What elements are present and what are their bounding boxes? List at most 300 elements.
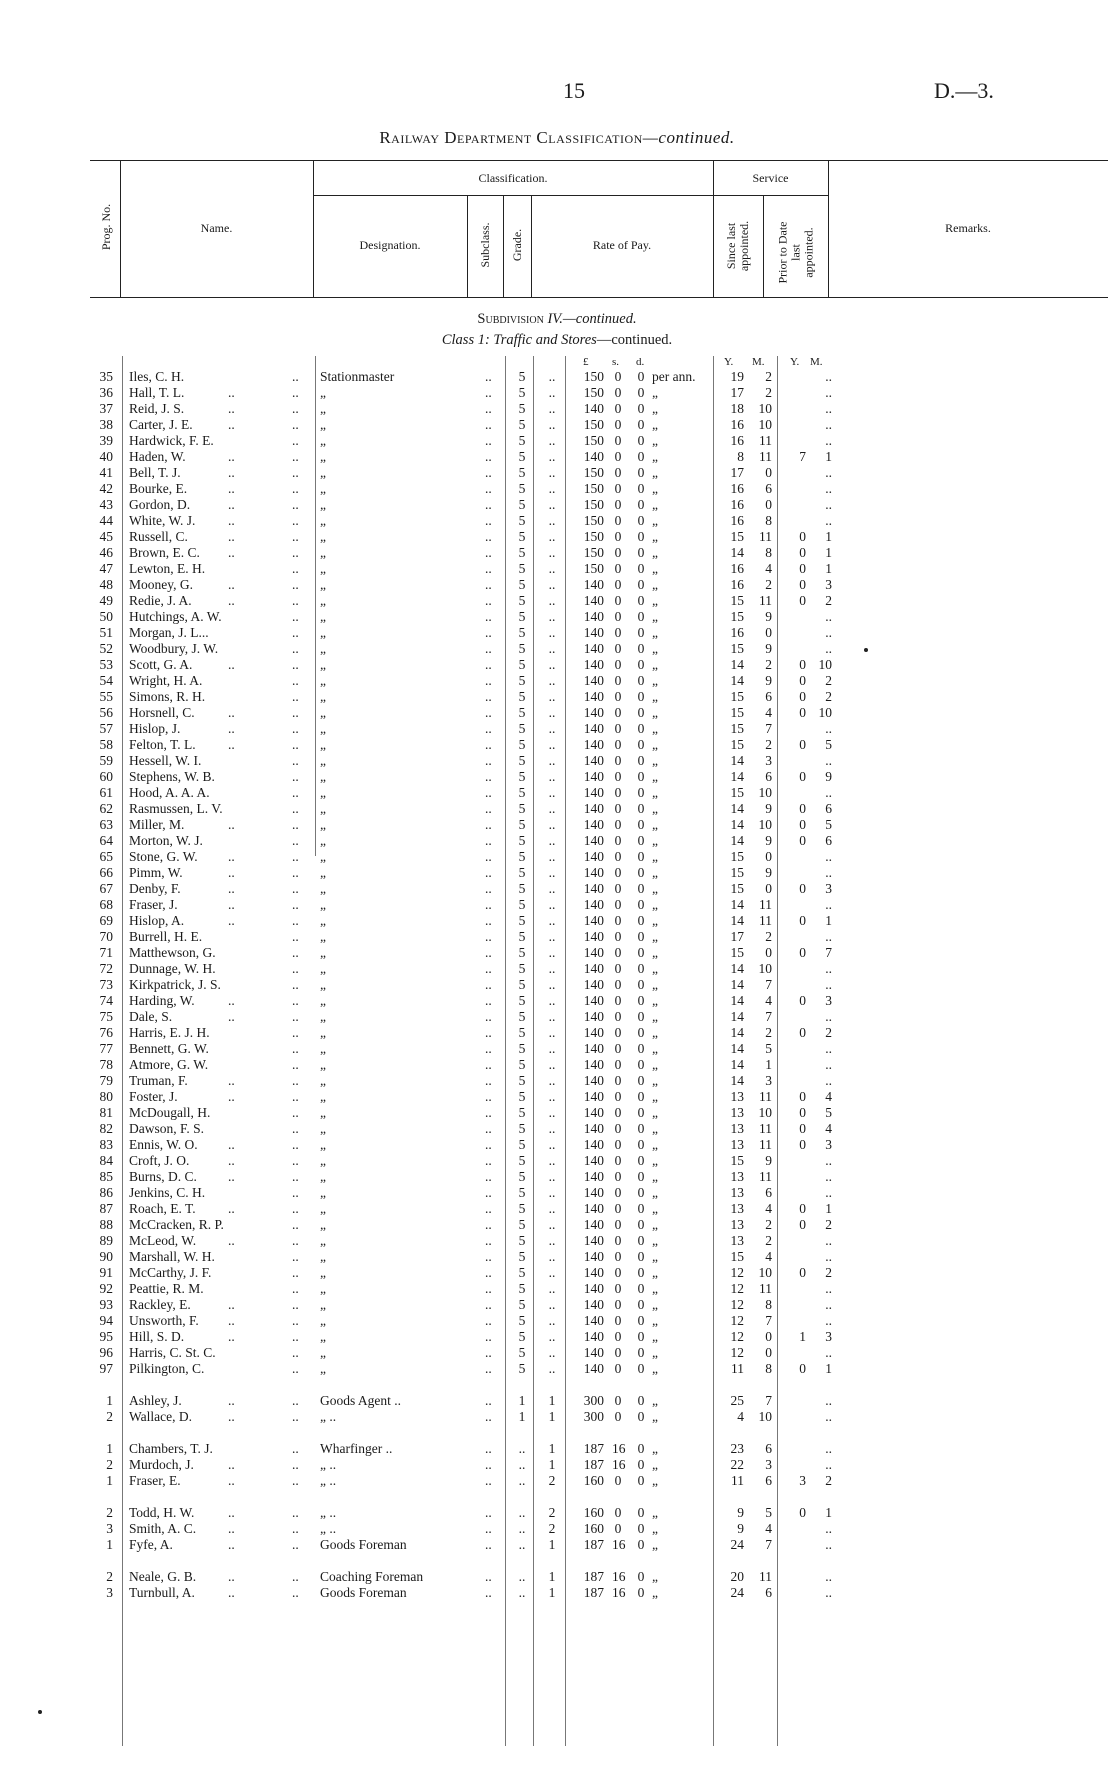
cell-p2: 0 bbox=[614, 865, 622, 880]
cell-pu: „ bbox=[652, 705, 658, 720]
cell-name: Ennis, W. O. bbox=[129, 1137, 198, 1152]
table-row bbox=[0, 1297, 1114, 1313]
cell-gd: .. bbox=[548, 849, 556, 864]
cell-pu: „ bbox=[652, 1073, 658, 1088]
cell-gd: .. bbox=[548, 865, 556, 880]
cell-sy: 16 bbox=[730, 481, 744, 496]
cell-p3: 0 bbox=[637, 753, 645, 768]
cell-pm: 9 bbox=[825, 769, 832, 784]
cell-pm: .. bbox=[825, 1457, 832, 1472]
cell-sub: 5 bbox=[518, 1249, 526, 1264]
cell-p2: 0 bbox=[614, 1073, 622, 1088]
cell-p3: 0 bbox=[637, 497, 645, 512]
cell-sm: 3 bbox=[765, 1073, 772, 1088]
cell-d2: .. bbox=[485, 1521, 492, 1536]
cell-no: 66 bbox=[99, 865, 113, 880]
cell-p3: 0 bbox=[637, 545, 645, 560]
cell-p3: 0 bbox=[637, 929, 645, 944]
cell-name-leader: .. bbox=[228, 1201, 235, 1216]
unit-pence: d. bbox=[636, 356, 645, 368]
cell-desig: Goods Foreman bbox=[320, 1537, 407, 1552]
cell-sm: 6 bbox=[765, 1585, 772, 1600]
cell-gd: .. bbox=[548, 1057, 556, 1072]
table-row bbox=[0, 1137, 1114, 1153]
cell-sub: 5 bbox=[518, 449, 526, 464]
table-row bbox=[0, 1153, 1114, 1169]
cell-name: Lewton, E. H. bbox=[129, 561, 206, 576]
cell-name: Smith, A. C. bbox=[129, 1521, 197, 1536]
cell-sub: 5 bbox=[518, 833, 526, 848]
cell-desig: „ bbox=[320, 1137, 326, 1152]
cell-d2: .. bbox=[485, 529, 492, 544]
unit-months-since: M. bbox=[752, 356, 765, 368]
cell-pu: „ bbox=[652, 465, 658, 480]
cell-pm: .. bbox=[825, 721, 832, 736]
table-row bbox=[0, 1185, 1114, 1201]
cell-desig: „ bbox=[320, 513, 326, 528]
cell-sm: 11 bbox=[759, 913, 772, 928]
cell-pm: 1 bbox=[825, 1505, 832, 1520]
cell-desig: „ bbox=[320, 1345, 326, 1360]
col-head-prog-no: Prog. No. bbox=[99, 203, 113, 251]
cell-pm: .. bbox=[825, 1537, 832, 1552]
cell-name: Denby, F. bbox=[129, 881, 181, 896]
cell-sub: 5 bbox=[518, 1073, 526, 1088]
cell-no: 95 bbox=[99, 1329, 113, 1344]
cell-no: 1 bbox=[106, 1441, 113, 1456]
cell-p2: 0 bbox=[614, 625, 622, 640]
cell-sy: 12 bbox=[730, 1313, 744, 1328]
cell-p1: 150 bbox=[583, 529, 604, 544]
table-row bbox=[0, 929, 1114, 945]
cell-d2: .. bbox=[485, 1441, 492, 1456]
cell-p1: 300 bbox=[583, 1409, 604, 1424]
cell-py: 0 bbox=[799, 1121, 806, 1136]
cell-p2: 0 bbox=[614, 897, 622, 912]
cell-pm: .. bbox=[825, 1057, 832, 1072]
cell-p2: 0 bbox=[614, 1361, 622, 1376]
cell-desig: „ bbox=[320, 801, 326, 816]
cell-name-leader: .. bbox=[228, 849, 235, 864]
cell-pm: .. bbox=[825, 1297, 832, 1312]
cell-no: 46 bbox=[99, 545, 113, 560]
cell-py: 0 bbox=[799, 833, 806, 848]
table-row bbox=[0, 961, 1114, 977]
cell-name: Rackley, E. bbox=[129, 1297, 191, 1312]
cell-pm: .. bbox=[825, 1521, 832, 1536]
table-row bbox=[0, 625, 1114, 641]
cell-d1: .. bbox=[292, 1153, 299, 1168]
cell-sm: 11 bbox=[759, 1089, 772, 1104]
cell-d2: .. bbox=[485, 881, 492, 896]
cell-p3: 0 bbox=[637, 641, 645, 656]
cell-gd: .. bbox=[548, 897, 556, 912]
cell-no: 44 bbox=[99, 513, 113, 528]
cell-desig: „ bbox=[320, 705, 326, 720]
cell-pu: „ bbox=[652, 673, 658, 688]
cell-no: 93 bbox=[99, 1297, 113, 1312]
cell-d1: .. bbox=[292, 673, 299, 688]
cell-p2: 0 bbox=[614, 433, 622, 448]
cell-p2: 0 bbox=[614, 545, 622, 560]
cell-sub: 5 bbox=[518, 945, 526, 960]
cell-d2: .. bbox=[485, 657, 492, 672]
cell-d1: .. bbox=[292, 1505, 299, 1520]
cell-pm: .. bbox=[825, 481, 832, 496]
table-row bbox=[0, 1025, 1114, 1041]
cell-sm: 8 bbox=[765, 1297, 772, 1312]
cell-d2: .. bbox=[485, 449, 492, 464]
cell-sy: 14 bbox=[730, 657, 744, 672]
cell-sy: 12 bbox=[730, 1345, 744, 1360]
cell-p1: 300 bbox=[583, 1393, 604, 1408]
cell-p2: 0 bbox=[614, 769, 622, 784]
cell-p2: 0 bbox=[614, 1297, 622, 1312]
cell-sy: 16 bbox=[730, 577, 744, 592]
cell-p2: 0 bbox=[614, 417, 622, 432]
cell-desig: „ bbox=[320, 593, 326, 608]
cell-sm: 6 bbox=[765, 1441, 772, 1456]
cell-pu: „ bbox=[652, 561, 658, 576]
table-row bbox=[0, 641, 1114, 657]
cell-pu: „ bbox=[652, 1105, 658, 1120]
cell-sub: 5 bbox=[518, 881, 526, 896]
cell-d1: .. bbox=[292, 1393, 299, 1408]
cell-pu: „ bbox=[652, 1249, 658, 1264]
cell-desig: „ bbox=[320, 417, 326, 432]
cell-sub: 5 bbox=[518, 865, 526, 880]
cell-p1: 150 bbox=[583, 417, 604, 432]
cell-d2: .. bbox=[485, 993, 492, 1008]
cell-p1: 160 bbox=[583, 1473, 604, 1488]
cell-pm: 3 bbox=[825, 993, 832, 1008]
cell-p1: 140 bbox=[583, 817, 604, 832]
cell-pu: „ bbox=[652, 1505, 658, 1520]
cell-py: 0 bbox=[799, 1201, 806, 1216]
cell-name: Neale, G. B. bbox=[129, 1569, 197, 1584]
cell-d2: .. bbox=[485, 865, 492, 880]
cell-gd: .. bbox=[548, 1313, 556, 1328]
cell-p3: 0 bbox=[637, 1217, 645, 1232]
cell-p2: 0 bbox=[614, 785, 622, 800]
cell-pu: „ bbox=[652, 433, 658, 448]
cell-pm: .. bbox=[825, 609, 832, 624]
cell-d1: .. bbox=[292, 1233, 299, 1248]
cell-sub: 5 bbox=[518, 1297, 526, 1312]
cell-d2: .. bbox=[485, 1409, 492, 1424]
cell-pu: „ bbox=[652, 1009, 658, 1024]
cell-p1: 140 bbox=[583, 721, 604, 736]
cell-sy: 15 bbox=[730, 529, 744, 544]
cell-sm: 10 bbox=[758, 961, 772, 976]
cell-p3: 0 bbox=[637, 1281, 645, 1296]
cell-name: Dawson, F. S. bbox=[129, 1121, 205, 1136]
table-row bbox=[0, 977, 1114, 993]
cell-name: Matthewson, G. bbox=[129, 945, 216, 960]
cell-desig: „ bbox=[320, 481, 326, 496]
page-title bbox=[0, 128, 1114, 148]
cell-p1: 140 bbox=[583, 401, 604, 416]
cell-sm: 9 bbox=[765, 801, 772, 816]
cell-p2: 0 bbox=[614, 1265, 622, 1280]
cell-sub: 5 bbox=[518, 913, 526, 928]
cell-p2: 0 bbox=[614, 993, 622, 1008]
cell-name-leader: .. bbox=[228, 513, 235, 528]
cell-p2: 0 bbox=[614, 1329, 622, 1344]
cell-sy: 12 bbox=[730, 1329, 744, 1344]
cell-sub: 5 bbox=[518, 1057, 526, 1072]
cell-pm: 5 bbox=[825, 737, 832, 752]
cell-p2: 0 bbox=[614, 1185, 622, 1200]
cell-sub: 5 bbox=[518, 1041, 526, 1056]
cell-sy: 15 bbox=[730, 689, 744, 704]
cell-gd: .. bbox=[548, 753, 556, 768]
cell-sub: 5 bbox=[518, 497, 526, 512]
unit-months-prior: M. bbox=[810, 356, 823, 368]
cell-pu: „ bbox=[652, 801, 658, 816]
cell-d1: .. bbox=[292, 785, 299, 800]
cell-p3: 0 bbox=[637, 1057, 645, 1072]
cell-p1: 140 bbox=[583, 1233, 604, 1248]
table-row bbox=[0, 577, 1114, 593]
cell-gd: .. bbox=[548, 1121, 556, 1136]
cell-desig: „ .. bbox=[320, 1521, 337, 1536]
cell-pm: .. bbox=[825, 1009, 832, 1024]
cell-sub: 5 bbox=[518, 1105, 526, 1120]
cell-name: Burns, D. C. bbox=[129, 1169, 197, 1184]
cell-d1: .. bbox=[292, 641, 299, 656]
cell-name-leader: .. bbox=[228, 401, 235, 416]
cell-p3: 0 bbox=[637, 785, 645, 800]
cell-gd: .. bbox=[548, 1073, 556, 1088]
cell-d2: .. bbox=[485, 801, 492, 816]
cell-sub: .. bbox=[518, 1569, 526, 1584]
cell-p2: 0 bbox=[614, 593, 622, 608]
cell-d1: .. bbox=[292, 1345, 299, 1360]
cell-sm: 11 bbox=[759, 433, 772, 448]
cell-sy: 12 bbox=[730, 1297, 744, 1312]
cell-sm: 0 bbox=[765, 465, 772, 480]
table-row bbox=[0, 1009, 1114, 1025]
cell-p1: 150 bbox=[583, 545, 604, 560]
cell-no: 69 bbox=[99, 913, 113, 928]
cell-p1: 140 bbox=[583, 689, 604, 704]
cell-name: Hill, S. D. bbox=[129, 1329, 185, 1344]
cell-p1: 140 bbox=[583, 449, 604, 464]
cell-gd: .. bbox=[548, 1105, 556, 1120]
cell-d1: .. bbox=[292, 1409, 299, 1424]
cell-sm: 0 bbox=[765, 1329, 772, 1344]
cell-gd: .. bbox=[548, 673, 556, 688]
cell-sub: 5 bbox=[518, 849, 526, 864]
cell-p2: 0 bbox=[614, 1105, 622, 1120]
cell-no: 51 bbox=[99, 625, 113, 640]
cell-no: 79 bbox=[99, 1073, 113, 1088]
cell-p1: 140 bbox=[583, 705, 604, 720]
cell-sub: 5 bbox=[518, 385, 526, 400]
cell-name-leader: .. bbox=[228, 1473, 235, 1488]
cell-d1: .. bbox=[292, 401, 299, 416]
cell-sub: 5 bbox=[518, 1345, 526, 1360]
cell-name-leader: .. bbox=[228, 721, 235, 736]
cell-d2: .. bbox=[485, 1537, 492, 1552]
cell-d1: .. bbox=[292, 545, 299, 560]
cell-gd: .. bbox=[548, 737, 556, 752]
cell-name: Bell, T. J. bbox=[129, 465, 181, 480]
col-head-grade: Grade. bbox=[510, 228, 524, 262]
cell-p2: 0 bbox=[614, 1009, 622, 1024]
cell-name-leader: .. bbox=[228, 1505, 235, 1520]
cell-desig: „ .. bbox=[320, 1473, 337, 1488]
cell-d2: .. bbox=[485, 481, 492, 496]
cell-sy: 14 bbox=[730, 817, 744, 832]
cell-d2: .. bbox=[485, 929, 492, 944]
table-row bbox=[0, 1249, 1114, 1265]
cell-name: Murdoch, J. bbox=[129, 1457, 194, 1472]
cell-pm: .. bbox=[825, 1233, 832, 1248]
cell-name-leader: .. bbox=[228, 1297, 235, 1312]
cell-sub: 5 bbox=[518, 481, 526, 496]
cell-desig: „ bbox=[320, 961, 326, 976]
cell-p3: 0 bbox=[637, 1345, 645, 1360]
cell-sm: 11 bbox=[759, 449, 772, 464]
cell-no: 68 bbox=[99, 897, 113, 912]
table-row bbox=[0, 1585, 1114, 1601]
cell-name: Fyfe, A. bbox=[129, 1537, 173, 1552]
cell-sm: 11 bbox=[759, 1121, 772, 1136]
cell-gd: 1 bbox=[548, 1409, 556, 1424]
prior-line2: last bbox=[788, 244, 803, 261]
cell-d2: .. bbox=[485, 1329, 492, 1344]
cell-no: 2 bbox=[106, 1505, 113, 1520]
cell-name: Gordon, D. bbox=[129, 497, 191, 512]
cell-gd: .. bbox=[548, 385, 556, 400]
col-head-subclass: Subclass. bbox=[478, 222, 492, 268]
table-row bbox=[0, 1409, 1114, 1425]
cell-p3: 0 bbox=[637, 1105, 645, 1120]
cell-pu: „ bbox=[652, 657, 658, 672]
cell-gd: .. bbox=[548, 1217, 556, 1232]
cell-p3: 0 bbox=[637, 1041, 645, 1056]
cell-sub: 5 bbox=[518, 433, 526, 448]
cell-d2: .. bbox=[485, 1121, 492, 1136]
cell-py: 3 bbox=[799, 1473, 806, 1488]
cell-p2: 16 bbox=[612, 1569, 626, 1584]
cell-py: 0 bbox=[799, 737, 806, 752]
cell-d2: .. bbox=[485, 513, 492, 528]
cell-sm: 8 bbox=[765, 545, 772, 560]
cell-pm: 10 bbox=[818, 657, 832, 672]
cell-d2: .. bbox=[485, 561, 492, 576]
cell-d1: .. bbox=[292, 369, 299, 384]
cell-no: 2 bbox=[106, 1569, 113, 1584]
cell-d1: .. bbox=[292, 481, 299, 496]
cell-name: Hislop, J. bbox=[129, 721, 181, 736]
table-row bbox=[0, 1233, 1114, 1249]
cell-p1: 140 bbox=[583, 1265, 604, 1280]
cell-desig: „ bbox=[320, 1153, 326, 1168]
cell-sy: 23 bbox=[730, 1441, 744, 1456]
cell-pu: „ bbox=[652, 1201, 658, 1216]
cell-sy: 4 bbox=[737, 1409, 744, 1424]
cell-no: 47 bbox=[99, 561, 113, 576]
cell-no: 81 bbox=[99, 1105, 113, 1120]
cell-d1: .. bbox=[292, 529, 299, 544]
cell-pu: „ bbox=[652, 1297, 658, 1312]
cell-name-leader: .. bbox=[228, 1393, 235, 1408]
cell-pu: „ bbox=[652, 385, 658, 400]
table-row bbox=[0, 513, 1114, 529]
cell-no: 55 bbox=[99, 689, 113, 704]
cell-no: 61 bbox=[99, 785, 113, 800]
cell-pu: „ bbox=[652, 1569, 658, 1584]
cell-gd: .. bbox=[548, 497, 556, 512]
cell-name-leader: .. bbox=[228, 1537, 235, 1552]
cell-pm: 5 bbox=[825, 1105, 832, 1120]
cell-desig: „ bbox=[320, 529, 326, 544]
cell-p3: 0 bbox=[637, 1249, 645, 1264]
cell-d1: .. bbox=[292, 977, 299, 992]
cell-d2: .. bbox=[485, 1217, 492, 1232]
cell-desig: „ bbox=[320, 561, 326, 576]
cell-p1: 140 bbox=[583, 945, 604, 960]
cell-desig: „ bbox=[320, 1361, 326, 1376]
cell-gd: .. bbox=[548, 481, 556, 496]
cell-d2: .. bbox=[485, 1585, 492, 1600]
class-heading bbox=[0, 332, 1114, 349]
cell-desig: „ bbox=[320, 945, 326, 960]
cell-no: 88 bbox=[99, 1217, 113, 1232]
cell-d2: .. bbox=[485, 1457, 492, 1472]
cell-p3: 0 bbox=[637, 849, 645, 864]
cell-p2: 0 bbox=[614, 1233, 622, 1248]
cell-desig: „ bbox=[320, 1233, 326, 1248]
cell-d1: .. bbox=[292, 497, 299, 512]
cell-d1: .. bbox=[292, 1137, 299, 1152]
cell-d1: .. bbox=[292, 1329, 299, 1344]
cell-p1: 140 bbox=[583, 1009, 604, 1024]
cell-no: 62 bbox=[99, 801, 113, 816]
cell-name: Harding, W. bbox=[129, 993, 195, 1008]
table-row bbox=[0, 401, 1114, 417]
cell-sub: 5 bbox=[518, 673, 526, 688]
cell-sm: 11 bbox=[759, 1169, 772, 1184]
cell-name-leader: .. bbox=[228, 1313, 235, 1328]
cell-sy: 13 bbox=[730, 1121, 744, 1136]
cell-d1: .. bbox=[292, 929, 299, 944]
cell-d1: .. bbox=[292, 849, 299, 864]
cell-d1: .. bbox=[292, 1313, 299, 1328]
cell-no: 77 bbox=[99, 1041, 113, 1056]
cell-pm: 3 bbox=[825, 1329, 832, 1344]
cell-p3: 0 bbox=[637, 817, 645, 832]
cell-d1: .. bbox=[292, 961, 299, 976]
cell-p2: 0 bbox=[614, 817, 622, 832]
cell-py: 1 bbox=[799, 1329, 806, 1344]
cell-sm: 11 bbox=[759, 897, 772, 912]
cell-no: 65 bbox=[99, 849, 113, 864]
cell-p2: 0 bbox=[614, 977, 622, 992]
cell-d1: .. bbox=[292, 1041, 299, 1056]
cell-desig: „ bbox=[320, 817, 326, 832]
cell-desig: „ bbox=[320, 641, 326, 656]
cell-p1: 140 bbox=[583, 1121, 604, 1136]
table-row bbox=[0, 657, 1114, 673]
cell-no: 73 bbox=[99, 977, 113, 992]
cell-gd: .. bbox=[548, 401, 556, 416]
cell-sm: 11 bbox=[759, 1137, 772, 1152]
cell-p3: 0 bbox=[637, 673, 645, 688]
